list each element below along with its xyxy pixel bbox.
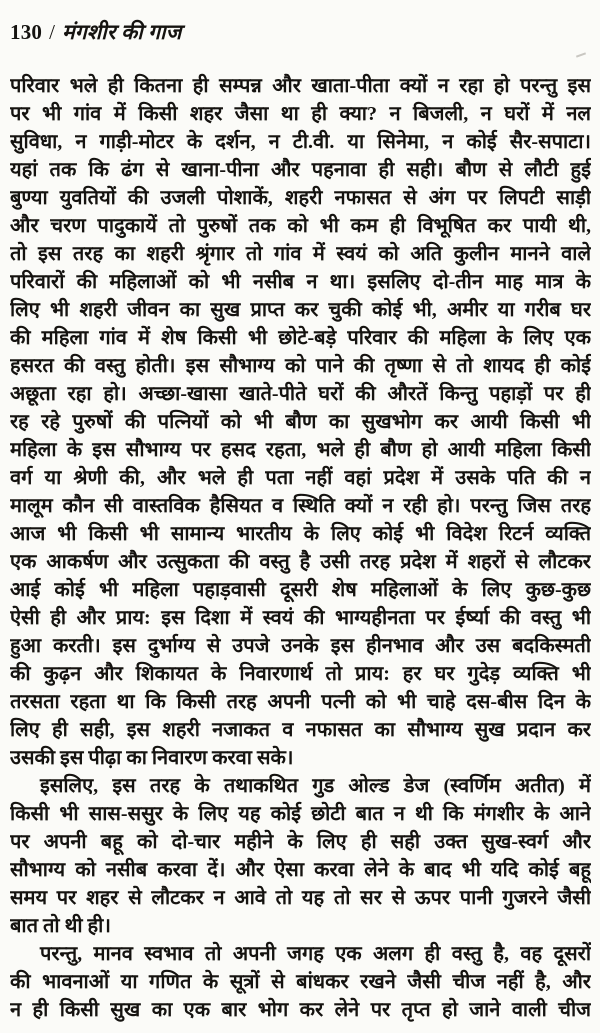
paragraph [10,772,591,940]
text-line: पर अपनी बहू को दो-चार महीने के लिए ही सही उक्त सुख-स्वर्ग और [10,831,591,853]
text-line: सुविधा, न गाड़ी-मोटर के दर्शन, न टी.वी. या सिनेमा, न कोई सैर-सपाटा। [10,131,591,153]
text-line: मालूम कौन सी वास्तविक हैसियत व स्थिति क्यों न रही हो। परन्तु जिस तरह [10,495,591,517]
text-line: बुण्या युवतियों की उजली पोशाकें, शहरी नफासत से अंग पर लिपटी साड़ी [10,187,591,209]
text-line: आई कोई भी महिला पहाड़वासी दूसरी शेष महिलाओं के लिए कुछ-कुछ [10,579,591,601]
text-line: परिवार भले ही कितना ही सम्पन्न और खाता-पीता क्यों न रहा हो परन्तु इस [10,75,591,97]
text-line: हुआ करती। इस दुर्भाग्य से उपजे उनके इस हीनभाव और उस बदकिस्मती [10,635,591,657]
text-line: ऐसी ही और प्राय: इस दिशा में स्वयं की भाग्यहीनता पर ईर्ष्या की वस्तु भी [10,607,591,629]
paragraph [10,72,591,772]
text-line: तो इस तरह का शहरी श्रृंगार तो गांव में स्वयं को अति कुलीन मानने वाले [10,243,591,265]
text-line: समय पर शहर से लौटकर न आवे तो यह तो सर से ऊपर पानी गुजरने जैसी [10,887,591,909]
text-line: और चरण पादुकायें तो पुरुषों तक को भी कम ही विभूषित कर पायी थी, [10,215,591,237]
text-line: बात तो थी ही। [10,915,111,937]
text-line: उसकी इस पीढ़ा का निवारण करवा सके। [10,747,294,769]
running-header [10,18,591,48]
text-line: की भावनाओं या गणित के सूत्रों से बांधकर रखने जैसी चीज नहीं है, और [10,971,591,993]
book-title: मंगशीर की गाज [62,20,182,44]
text-line: की कुढ़न और शिकायत के निवारणार्थ तो प्राय: हर घर गुदेड़ व्यक्ति भी [10,663,591,685]
text-line: महिला के इस सौभाग्य पर हसद रहता, भले ही बौण हो आयी महिला किसी [10,439,591,461]
scan-artifact [576,52,586,57]
text-line: की महिला गांव में शेष किसी भी छोटे-बड़े परिवार की महिला के लिए एक [10,327,591,349]
text-line: वर्ग या श्रेणी की, और भले ही पता नहीं वहां प्रदेश में उसके पति की न [10,467,591,489]
text-line: पर भी गांव में किसी शहर जैसा था ही क्या? न बिजली, न घरों में नल [10,103,591,125]
paragraph [10,940,591,1024]
text-line: अछूता रहा हो। अच्छा-खासा खाते-पीते घरों की औरतें किन्तु पहाड़ों पर ही [10,383,591,405]
text-line: इसलिए, इस तरह के तथाकथित गुड ओल्ड डेज (स्वर्णिम अतीत) में [40,775,591,797]
text-line: सौभाग्य को नसीब करवा दें। और ऐसा करवा लेने के बाद भी यदि कोई बहू [10,859,591,881]
text-line: न ही किसी सुख का एक बार भोग कर लेने पर तृप्त हो जाने वाली चीज [10,999,591,1021]
text-line: परन्तु, मानव स्वभाव तो अपनी जगह एक अलग ही वस्तु है, वह दूसरों [40,943,591,965]
text-line: लिए भी शहरी जीवन का सुख प्राप्त कर चुकी कोई भी, अमीर या गरीब घर [10,299,591,321]
text-line: एक आकर्षण और उत्सुकता की वस्तु है उसी तरह प्रदेश में शहरों से लौटकर [10,551,591,573]
page-body [10,72,591,1024]
text-line: किसी भी सास-ससुर के लिए यह कोई छोटी बात न थी कि मंगशीर के आने [10,803,591,825]
page-number: 130 [10,20,43,44]
text-line: परिवारों की महिलाओं को भी नसीब न था। इसलिए दो-तीन माह मात्र के [10,271,591,293]
text-line: लिए ही सही, इस शहरी नजाकत व नफासत का सौभाग्य सुख प्रदान कर [10,719,591,741]
text-line: तरसता रहता था कि किसी तरह अपनी पत्नी को भी चाहे दस-बीस दिन के [10,691,591,713]
text-line: आज भी किसी भी सामान्य भारतीय के लिए कोई भी विदेश रिटर्न व्यक्ति [10,523,591,545]
text-line: रह रहे पुरुषों की पत्नियों को भी बौण का सुखभोग कर आयी किसी भी [10,411,591,433]
header-separator: / [49,20,56,44]
text-line: हसरत की वस्तु होती। इस सौभाग्य को पाने की तृष्णा से तो शायद ही कोई [10,355,591,377]
text-line: यहां तक कि ढंग से खाना-पीना और पहनावा ही सही। बौण से लौटी हुई [10,159,591,181]
